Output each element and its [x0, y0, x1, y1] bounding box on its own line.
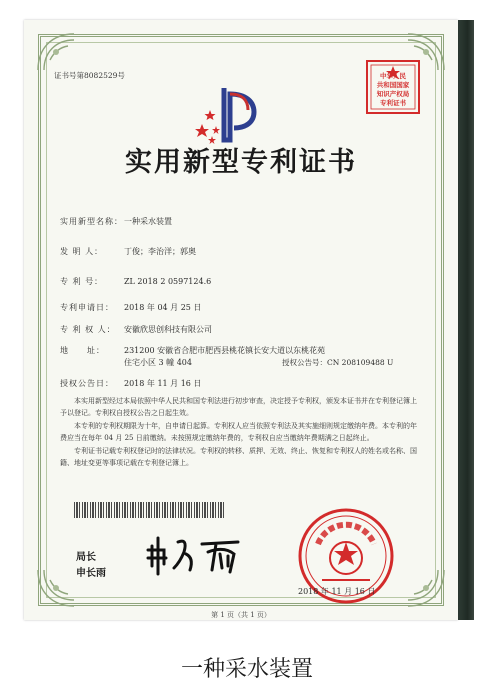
field-label: 地 址： [60, 346, 105, 355]
patent-office-emblem-icon [190, 80, 270, 148]
field-label: 实用新型名称： [60, 217, 123, 226]
seal-date: 2018 年 11 月 16 日 [298, 587, 376, 596]
certificate-title: 实用新型专利证书 [125, 147, 357, 178]
field-publication-date [60, 378, 201, 389]
page-number: 第 1 页（共 1 页） [211, 611, 271, 619]
publication-number: 授权公告号：CN 208109488 U [282, 358, 394, 367]
field-inventor [60, 246, 196, 257]
director-name: 申长雨 [76, 568, 106, 579]
corner-ornament-icon [34, 30, 78, 74]
body-paragraph: 本专利的专利权期限为十年，自申请日起算。专利权人应当依照专利法及其实施细则规定缴纳年费。本专利的年费应当在每年 04 月 25 日前缴纳。未按照规定缴纳年费的，专利权自应当缴纳年费期满之日起终止。 [60, 422, 417, 442]
corner-ornament-icon [404, 566, 448, 610]
certificate-body [60, 396, 422, 471]
field-value: 2018 年 11 月 16 日 [124, 379, 202, 388]
field-address [60, 345, 326, 367]
field-label: 发 明 人： [60, 247, 104, 256]
office-stamp [364, 58, 422, 116]
patent-certificate [24, 20, 458, 620]
field-label: 专利申请日： [60, 303, 114, 312]
field-filing-date [60, 302, 201, 313]
certificate-number: 证书号第8082529号 [54, 71, 125, 80]
image-caption: 一种采水装置 [180, 657, 313, 682]
director-title: 局长 [76, 552, 96, 563]
field-value: 安徽欣思创科技有限公司 [124, 325, 212, 334]
field-value: 2018 年 04 月 25 日 [124, 303, 202, 312]
field-value: 231200 安徽省合肥市肥西县桃花镇长安大道以东桃花苑 [124, 346, 326, 355]
corner-ornament-icon [34, 566, 78, 610]
field-patent-number [60, 276, 211, 287]
barcode [74, 502, 226, 518]
field-value-continued: 住宅小区 3 幢 404 [124, 358, 192, 367]
field-label: 授权公告日： [60, 379, 114, 388]
stamp-line: 知识产权局 [376, 90, 410, 98]
stamp-line: 共和国国家 [376, 81, 410, 89]
body-paragraph: 本实用新型经过本局依照中华人民共和国专利法进行初步审查，决定授予专利权，颁发本证书并在专利登记簿上予以登记。专利权自授权公告之日起生效。 [60, 397, 417, 417]
stamp-line: 专利证书 [380, 99, 406, 107]
field-utility-model-name [60, 216, 172, 227]
field-label: 专 利 号： [60, 277, 104, 286]
field-label: 专 利 权 人： [60, 325, 116, 334]
body-paragraph: 专利证书记载专利权登记时的法律状况。专利权的转移、质押、无效、终止、恢复和专利权人的姓名或名称、国籍、地址变更等事项记载在专利登记簿上。 [60, 447, 417, 467]
frame-edge [458, 20, 474, 620]
field-value: 一种采水装置 [124, 217, 172, 226]
field-value: 丁俊；李治洋；郭奥 [124, 247, 196, 256]
stamp-line: 中华人民 [380, 72, 406, 80]
field-patentee [60, 324, 212, 335]
handwritten-signature [142, 524, 252, 580]
field-value: ZL 2018 2 0597124.6 [124, 277, 212, 286]
